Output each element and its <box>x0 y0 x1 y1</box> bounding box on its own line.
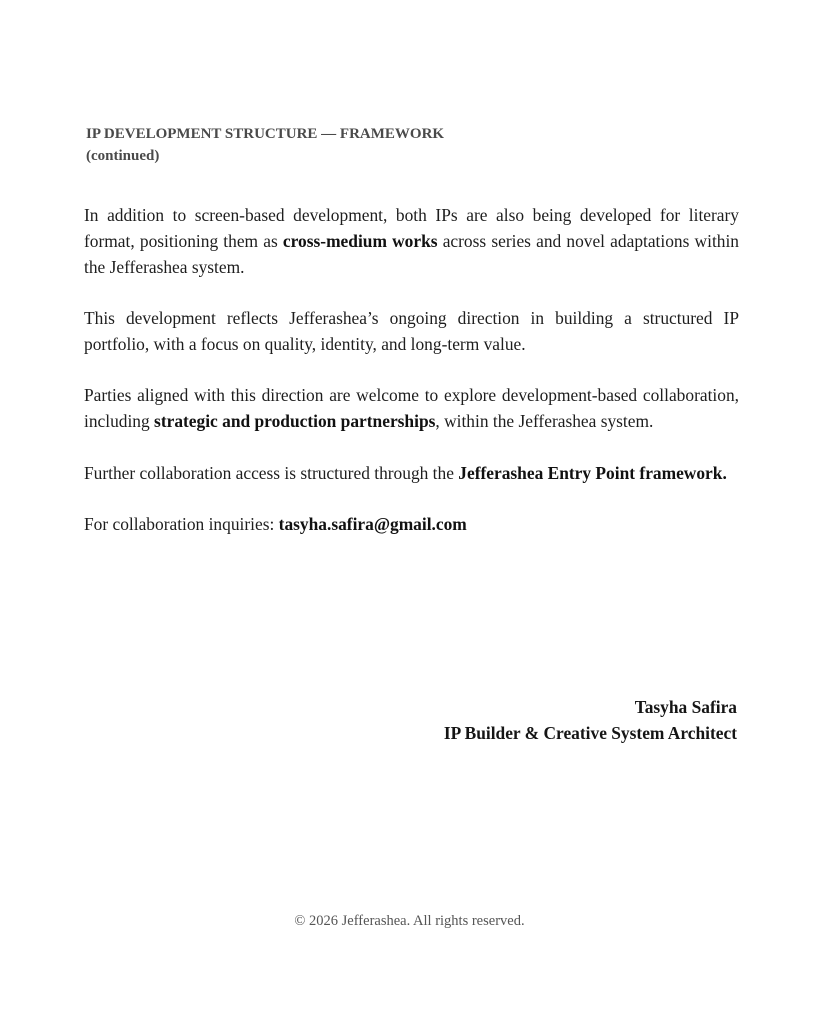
paragraph-inquiries <box>84 511 739 537</box>
signature-name: Tasyha Safira <box>634 697 737 717</box>
paragraph-entry-point <box>84 460 739 486</box>
section-title: IP DEVELOPMENT STRUCTURE — FRAMEWORK <box>86 126 445 142</box>
paragraph-text: Parties aligned with this direction are welcome to explore development-based collaboration, including <box>84 385 739 431</box>
section-subtitle: (continued) <box>86 148 160 164</box>
bold-phrase-cross-medium: cross-medium works <box>282 231 438 251</box>
section-heading <box>86 123 444 167</box>
paragraph-text: , within the Jefferashea system. <box>435 411 654 431</box>
signature-role: IP Builder & Creative System Architect <box>443 723 737 743</box>
paragraph-text: In addition to screen-based development, both IPs are also being developed for literary format, positioning them as <box>84 205 739 251</box>
paragraph-text: This development reflects Jefferashea’s ongoing direction in building a structured IP portfolio, with a focus on quality, identity, and long-term value. <box>84 308 739 354</box>
paragraph-text: Further collaboration access is structured through the <box>84 463 459 483</box>
paragraph-text: For collaboration inquiries: <box>84 514 279 534</box>
paragraph-cross-medium <box>84 202 739 280</box>
bold-phrase-entry-point: Jefferashea Entry Point framework. <box>458 463 727 483</box>
signature-block <box>444 694 737 746</box>
paragraph-direction <box>84 305 739 357</box>
copyright-footer: © 2026 Jefferashea. All rights reserved. <box>294 913 525 929</box>
paragraph-text: across series and novel adaptations within the Jefferashea system. <box>84 231 739 277</box>
paragraph-collaboration <box>84 382 739 434</box>
contact-email: tasyha.safira@gmail.com <box>278 514 467 534</box>
bold-phrase-partnerships: strategic and production partnerships <box>154 411 436 431</box>
